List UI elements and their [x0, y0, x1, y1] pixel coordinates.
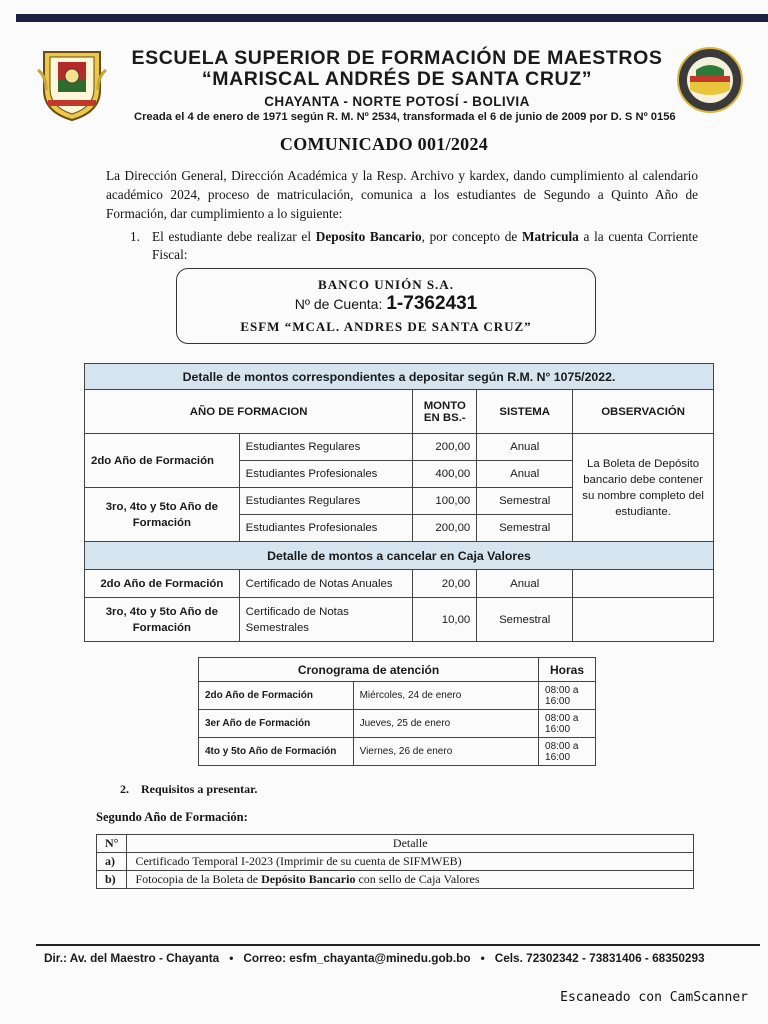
table-cell: Estudiantes Regulares — [239, 434, 413, 461]
table-cell: Certificado de Notas Anuales — [239, 570, 413, 598]
table-cell: 4to y 5to Año de Formación — [199, 738, 354, 766]
esfm-logo-icon — [676, 46, 744, 114]
table-cell: Fotocopia de la Boleta de Depósito Bancario con sello de Caja Valores — [127, 871, 694, 889]
table-cell: Estudiantes Profesionales — [239, 515, 413, 542]
cronograma-table — [198, 657, 596, 766]
intro-paragraph: La Dirección General, Dirección Académica y la Resp. Archivo y kardex, dando cumplimiento al calendario académico 2024, proceso de matriculación, comunica a los estudiantes de Segundo a Quinto Año de Formación, dar cumplimiento a lo siguiente: — [106, 168, 698, 221]
table-cell: 400,00 — [413, 461, 477, 488]
observacion-cell: La Boleta de Depósito bancario debe contener su nombre completo del estudiante. — [573, 434, 714, 542]
item-2-number: 2. — [120, 782, 129, 796]
table-cell: 200,00 — [413, 434, 477, 461]
table-cell: 10,00 — [413, 598, 477, 642]
item-1 — [130, 228, 698, 264]
table-cell: 20,00 — [413, 570, 477, 598]
table-cell: a) — [97, 853, 127, 871]
table-cell: b) — [97, 871, 127, 889]
school-founding: Creada el 4 de enero de 1971 según R. M. Nº 2534, transformada el 6 de junio de 2009 por D. S Nº 0156 — [134, 111, 676, 123]
table-cell — [573, 570, 714, 598]
table-cell: Certificado Temporal I-2023 (Imprimir de su cuenta de SIFMWEB) — [127, 853, 694, 871]
table-cell: 2do Año de Formación — [199, 682, 354, 710]
school-name-line2: “MARISCAL ANDRÉS DE SANTA CRUZ” — [201, 68, 593, 90]
item-1-text: El estudiante debe realizar el Deposito Bancario, por concepto de Matricula a la cuenta Corriente Fiscal: — [152, 229, 698, 262]
table-cell: Viernes, 26 de enero — [353, 738, 538, 766]
group-2do: 2do Año de Formación — [85, 434, 240, 488]
table-cell — [573, 598, 714, 642]
montos-table-title: Detalle de montos correspondientes a depositar según R.M. N° 1075/2022. — [85, 364, 714, 390]
table-cell: Semestral — [477, 488, 573, 515]
table-cell: Anual — [477, 570, 573, 598]
col-detalle: Detalle — [127, 835, 694, 853]
item-1-number: 1. — [130, 229, 140, 244]
group-3ro-5to: 3ro, 4to y 5to Año de Formación — [85, 488, 240, 542]
table-cell: Anual — [477, 461, 573, 488]
bank-account — [177, 293, 595, 315]
table-cell: Jueves, 25 de enero — [353, 710, 538, 738]
footer-address: Dir.: Av. del Maestro - Chayanta — [44, 951, 220, 965]
cronograma-title: Cronograma de atención — [199, 658, 539, 682]
table-cell: Estudiantes Profesionales — [239, 461, 413, 488]
requisitos-table — [96, 834, 694, 889]
table-cell: Anual — [477, 434, 573, 461]
account-number: 1-7362431 — [386, 293, 478, 314]
footer-separator: • — [480, 951, 485, 965]
table-cell: Estudiantes Regulares — [239, 488, 413, 515]
col-observacion: OBSERVACIÓN — [573, 390, 714, 434]
montos-table — [84, 363, 714, 642]
table-cell: 3ro, 4to y 5to Año de Formación — [85, 598, 240, 642]
footer-separator: • — [229, 951, 234, 965]
school-crest-icon — [36, 46, 108, 122]
table-cell: 08:00 a 16:00 — [539, 710, 596, 738]
account-holder: ESFM “MCAL. ANDRES DE SANTA CRUZ” — [240, 319, 532, 334]
table-cell: 3er Año de Formación — [199, 710, 354, 738]
school-name-line1: ESCUELA SUPERIOR DE FORMACIÓN DE MAESTROS — [131, 47, 663, 69]
table-cell: Semestral — [477, 515, 573, 542]
table-cell: 2do Año de Formación — [85, 570, 240, 598]
item-2 — [120, 782, 257, 797]
top-band — [16, 14, 768, 22]
footer-phones: Cels. 72302342 - 73831406 - 68350293 — [494, 951, 705, 965]
table-cell: 08:00 a 16:00 — [539, 682, 596, 710]
col-n: N° — [97, 835, 127, 853]
item-2-text: Requisitos a presentar. — [141, 782, 258, 796]
footer-email: Correo: esfm_chayanta@minedu.gob.bo — [243, 951, 471, 965]
table-cell: Certificado de Notas Semestrales — [239, 598, 413, 642]
account-label: Nº de Cuenta: — [294, 296, 383, 312]
table-cell: Semestral — [477, 598, 573, 642]
col-monto: MONTO EN BS.- — [413, 390, 477, 434]
table-cell: 08:00 a 16:00 — [539, 738, 596, 766]
caja-valores-title: Detalle de montos a cancelar en Caja Valores — [85, 542, 714, 570]
footer — [44, 951, 764, 965]
table-cell: 200,00 — [413, 515, 477, 542]
col-anio: AÑO DE FORMACION — [85, 390, 413, 434]
school-location: CHAYANTA - NORTE POTOSÍ - BOLIVIA — [264, 94, 530, 109]
scanner-watermark: Escaneado con CamScanner — [560, 990, 748, 1005]
segundo-anio-title: Segundo Año de Formación: — [96, 810, 248, 824]
footer-rule — [36, 944, 760, 946]
page-title: COMUNICADO 001/2024 — [279, 134, 489, 154]
col-horas: Horas — [539, 658, 596, 682]
bank-account-box — [176, 268, 596, 344]
table-cell: 100,00 — [413, 488, 477, 515]
table-cell: Miércoles, 24 de enero — [353, 682, 538, 710]
col-sistema: SISTEMA — [477, 390, 573, 434]
bank-name: BANCO UNIÓN S.A. — [318, 277, 454, 292]
